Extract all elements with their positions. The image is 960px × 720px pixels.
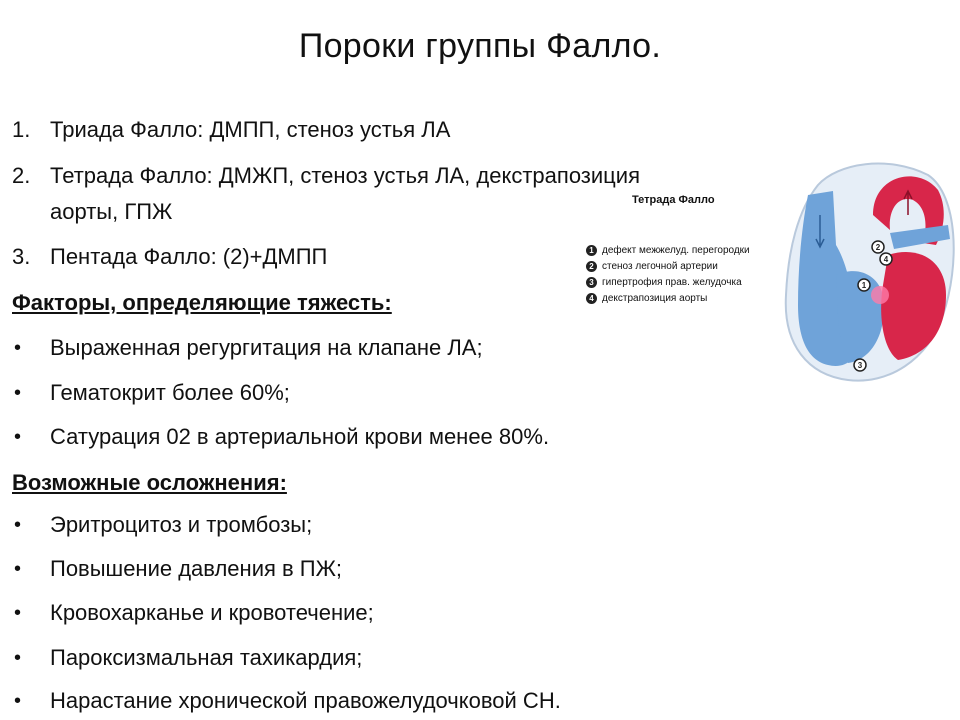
septal-defect-marker	[871, 286, 889, 304]
marker-1	[858, 279, 870, 291]
svg-text:1: 1	[861, 281, 867, 290]
slide-title: Пороки группы Фалло.	[298, 27, 662, 65]
legend-item	[586, 292, 707, 305]
legend-number: 2	[586, 261, 597, 272]
legend-number: 4	[586, 293, 597, 304]
legend-label: декстрапозиция аорты	[602, 293, 708, 304]
svg-text:4: 4	[883, 255, 889, 264]
heart-diagram	[778, 155, 960, 390]
legend-label: гипертрофия прав. желудочка	[602, 277, 742, 288]
item-number: 1.	[12, 117, 31, 142]
item-text: Нарастание хронической правожелудочковой СН.	[50, 688, 561, 713]
item-text: Триада Фалло: ДМПП, стеноз устья ЛА	[50, 117, 451, 142]
left-ventricle	[881, 252, 946, 360]
item-text: Кровохарканье и кровотечение;	[50, 600, 374, 625]
legend-item	[586, 244, 750, 257]
bullet: •	[14, 382, 22, 404]
item-number: 2.	[12, 163, 31, 188]
legend-label: стеноз легочной артерии	[602, 261, 718, 272]
item-text-continuation: аорты, ГПЖ	[50, 199, 173, 224]
item-text: Эритроцитоз и тромбозы;	[50, 512, 313, 537]
marker-4	[880, 253, 892, 265]
bullet: •	[14, 602, 22, 624]
legend-number: 3	[586, 277, 597, 288]
figure-title: Тетрада Фалло	[632, 194, 715, 206]
item-text: Пароксизмальная тахикардия;	[50, 645, 363, 670]
item-number: 3.	[12, 244, 31, 269]
item-text: Гематокрит более 60%;	[50, 380, 290, 405]
svg-text:2: 2	[875, 243, 881, 252]
item-text: Пентада Фалло: (2)+ДМПП	[50, 244, 328, 269]
bullet: •	[14, 337, 22, 359]
legend-item	[586, 276, 742, 289]
marker-2	[872, 241, 884, 253]
bullet: •	[14, 558, 22, 580]
legend-item	[586, 260, 718, 273]
bullet: •	[14, 426, 22, 448]
bullet: •	[14, 690, 22, 712]
legend-label: дефект межжелуд. перегородки	[602, 245, 750, 256]
legend-number: 1	[586, 245, 597, 256]
item-text: Сатурация 02 в артериальной крови менее 80%.	[50, 424, 550, 449]
marker-3	[854, 359, 866, 371]
bullet: •	[14, 647, 22, 669]
item-text: Тетрада Фалло: ДМЖП, стеноз устья ЛА, декстрапозиция	[50, 163, 640, 188]
severity-heading: Факторы, определяющие тяжесть:	[12, 290, 392, 315]
item-text: Повышение давления в ПЖ;	[50, 556, 343, 581]
item-text: Выраженная регургитация на клапане ЛА;	[50, 335, 483, 360]
bullet: •	[14, 514, 22, 536]
svg-text:3: 3	[857, 361, 863, 370]
tetralogy-figure	[578, 155, 960, 390]
complications-heading: Возможные осложнения:	[12, 470, 287, 495]
